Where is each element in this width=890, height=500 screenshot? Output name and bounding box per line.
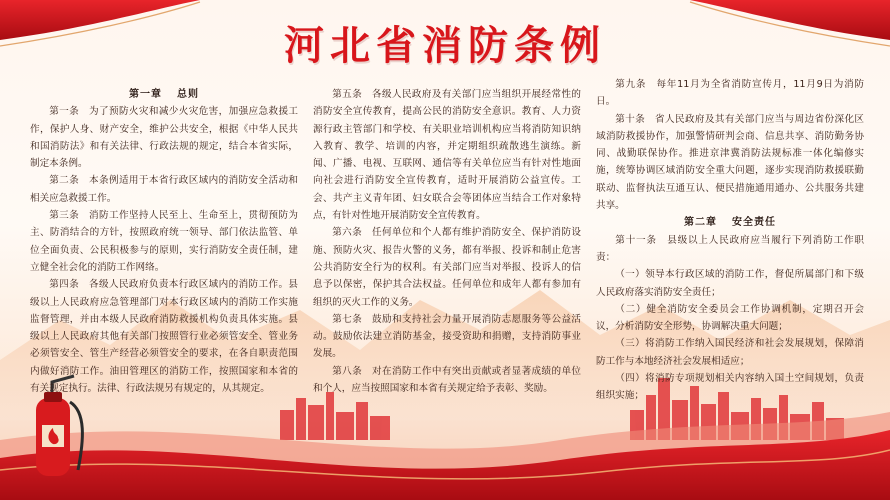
chapter-heading-1: 第一章 总则 bbox=[129, 89, 199, 100]
column-2 bbox=[313, 86, 581, 397]
regulation-columns bbox=[30, 79, 864, 402]
article-4: 第四条 各级人民政府负责本行政区域内的消防工作。县级以上人民政府应急管理部门对本行政区域内的消防工作实施监督管理，并由本级人民政府消防救援机构负责具体实施。县级以上人民政府其他有关部门按照管行业必须管安全、管业务必须管安全、管生产经营必须管安全的要求，在各自职责范围内做好消防工作。油田管理区的消防工作，按照国家和本省的有关规定执行。法律、行政法规另有规定的，从其规定。 bbox=[30, 279, 298, 395]
chapter-heading-2: 第二章 安全责任 bbox=[684, 217, 776, 229]
article-6: 第六条 任何单位和个人都有维护消防安全、保护消防设施、预防火灾、报告火警的义务，都有举报、投诉和制止危害公共消防安全行为的权利。有关部门应当对举报、投诉人的信息予以保密，保护其合法权益。任何单位和成年人都有参加有组织的灭火工作的义务。 bbox=[313, 227, 581, 308]
article-3: 第三条 消防工作坚持人民至上、生命至上，贯彻预防为主、防消结合的方针，按照政府统一领导、部门依法监管、单位全面负责、公民积极参与的原则，实行消防安全责任制，建立健全社会化的消防工作网络。 bbox=[30, 210, 298, 273]
article-1: 第一条 为了预防火灾和减少火灾危害，加强应急救援工作，保护人身、财产安全，维护公共安全，根据《中华人民共和国消防法》和有关法律、行政法规的规定，结合本省实际，制定本条例。 bbox=[30, 106, 298, 170]
article-11-item-4: （四）将消防专项规划相关内容纳入国土空间规划，负责组织实施； bbox=[596, 373, 864, 402]
column-3 bbox=[596, 76, 864, 405]
article-10: 第十条 省人民政府及其有关部门应当与周边省份深化区域消防救援协作，加强警情研判会商、信息共享、消防勤务协同、战勤联保协作。推进京津冀消防法规标准一体化编修实施，统筹协调区域消防安全重大问题，逐步实现消防救援联勤联动、监督执法互通互认、便民措施通用通办、公共服务共建共享。 bbox=[596, 113, 864, 212]
article-7: 第七条 鼓励和支持社会力量开展消防志愿服务等公益活动。鼓励依法建立消防基金，接受资助和捐赠，支持消防事业发展。 bbox=[313, 313, 581, 360]
article-11: 第十一条 县级以上人民政府应当履行下列消防工作职责： bbox=[596, 234, 864, 263]
article-9: 第九条 每年11月为全省消防宣传月，11月9日为消防日。 bbox=[596, 79, 864, 108]
column-1 bbox=[30, 86, 298, 397]
article-5: 第五条 各级人民政府及有关部门应当组织开展经常性的消防安全宣传教育，提高公民的消防安全意识。教育、人力资源行政主管部门和学校、有关职业培训机构应当将消防知识纳入教育、教学、培训的内容，并定期组织疏散逃生演练。新闻、广播、电视、互联网、通信等有关单位应当有针对性地面向社会进行消防安全宣传教育，适时开展消防公益宣传。工会、共产主义青年团、妇女联合会等团体应当结合工作对象特点，有针对性地开展消防安全宣传教育。 bbox=[313, 89, 581, 222]
article-11-item-2: （二）健全消防安全委员会工作协调机制，定期召开会议，分析消防安全形势，协调解决重大问题； bbox=[596, 303, 864, 333]
article-2: 第二条 本条例适用于本省行政区域内的消防安全活动和相关应急救援工作。 bbox=[30, 175, 298, 204]
article-11-item-1: （一）领导本行政区域的消防工作，督促所属部门和下级人民政府落实消防安全责任； bbox=[596, 269, 864, 298]
article-8: 第八条 对在消防工作中有突出贡献或者显著成绩的单位和个人，应当按照国家和本省有关规定给予表彰、奖励。 bbox=[313, 365, 581, 395]
article-11-item-3: （三）将消防工作纳入国民经济和社会发展规划，保障消防工作与本地经济社会发展相适应； bbox=[596, 338, 864, 367]
page-title: 河北省消防条例 bbox=[284, 23, 606, 69]
